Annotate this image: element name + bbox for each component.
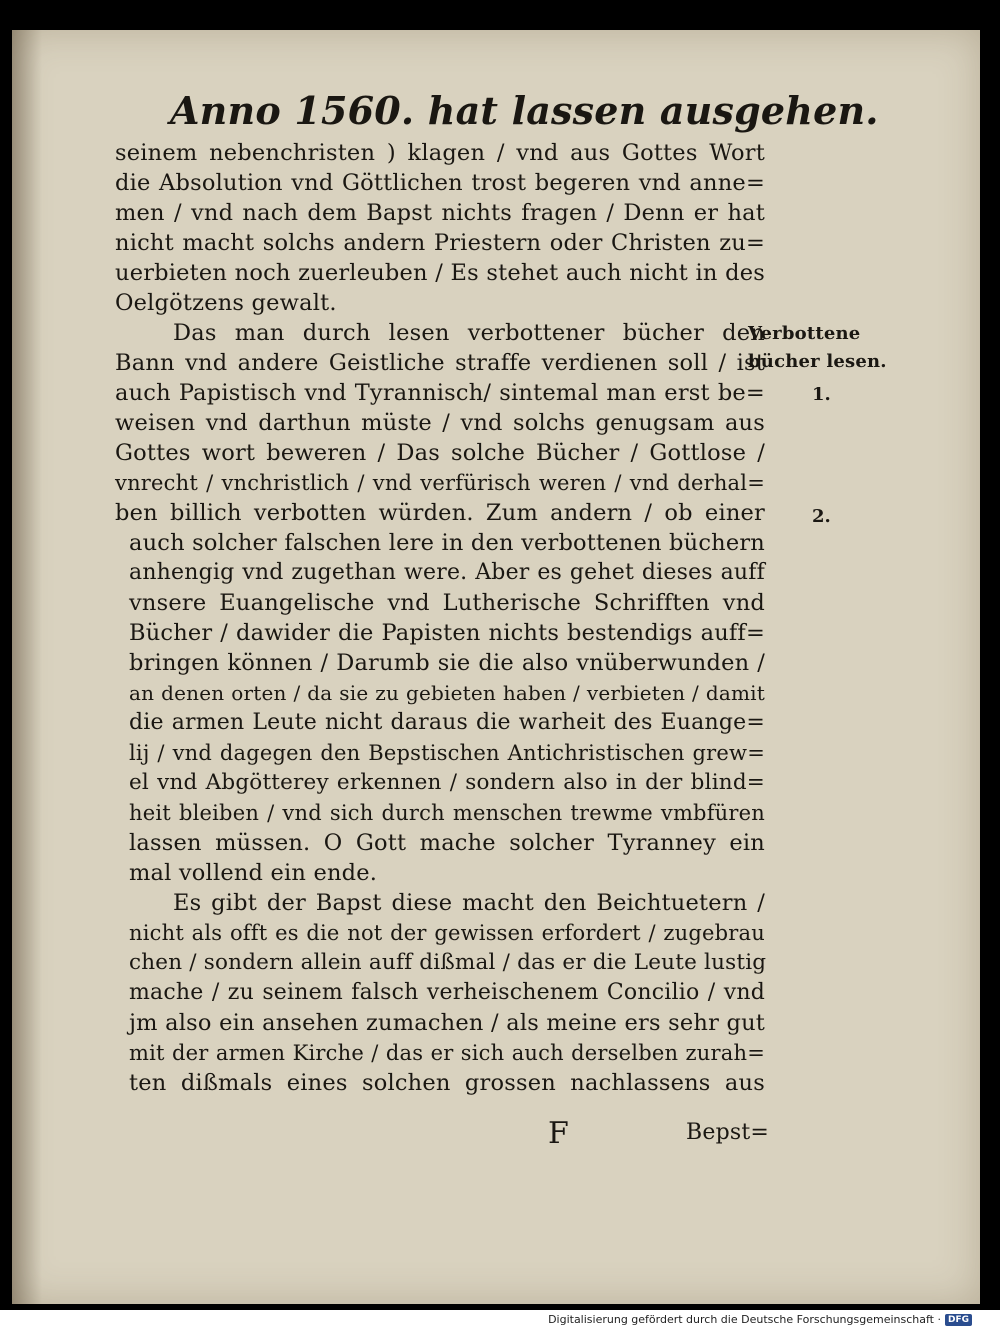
text-line: weisen vnd darthun müste / vnd solchs genugsam aus xyxy=(115,410,765,436)
text-line: jm also ein ansehen zumachen / als meine ers sehr gut xyxy=(129,1010,765,1036)
text-line: an denen orten / da sie zu gebieten haben / verbieten / damit xyxy=(129,681,765,705)
text-line: el vnd Abgötterey erkennen / sondern also in der blind= xyxy=(129,770,765,795)
text-line: vnrecht / vnchristlich / vnd verfürisch weren / vnd derhal= xyxy=(115,471,765,495)
text-line: Bücher / dawider die Papisten nichts bestendigs auff= xyxy=(129,620,765,646)
footer-credit xyxy=(548,1313,972,1326)
text-line: nicht macht solchs andern Priestern oder Christen zu= xyxy=(115,230,765,256)
text-line: mache / zu seinem falsch verheischenem Concilio / vnd xyxy=(129,980,765,1005)
text-line: auch Papistisch vnd Tyrannisch/ sintemal man erst be= xyxy=(115,380,765,406)
text-line: ben billich verbotten würden. Zum andern / ob einer xyxy=(115,500,765,526)
text-line: lij / vnd dagegen den Bepstischen Antichristischen grew= xyxy=(129,741,765,765)
margin-note-heading: Verbottene xyxy=(748,323,861,344)
text-line: lassen müssen. O Gott mache solcher Tyranney ein xyxy=(129,830,765,856)
body-text-block xyxy=(115,138,765,1098)
text-line: heit bleiben / vnd sich durch menschen trewme vmbfüren xyxy=(129,801,765,825)
text-line: seinem nebenchristen ) klagen / vnd aus Gottes Wort xyxy=(115,140,765,166)
text-line: anhengig vnd zugethan were. Aber es gehet dieses auff xyxy=(129,560,765,585)
paragraph-start-line: Das man durch lesen verbottener bücher den xyxy=(173,320,765,346)
text-line: Gottes wort beweren / Das solche Bücher / Gottlose / xyxy=(115,440,765,466)
dfg-logo-icon: DFG xyxy=(945,1314,972,1326)
catchword: Bepst= xyxy=(686,1120,770,1145)
text-line: bringen können / Darumb sie die also vnüberwunden / xyxy=(129,650,765,676)
text-line: Bann vnd andere Geistliche straffe verdienen soll / ist xyxy=(115,350,765,376)
paragraph-start-line: Es gibt der Bapst diese macht den Beichtuetern / xyxy=(173,890,765,916)
text-line: mal vollend ein ende. xyxy=(129,860,378,886)
text-line: Oelgötzens gewalt. xyxy=(115,290,337,316)
margin-number-2: 2. xyxy=(812,506,831,527)
margin-number-1: 1. xyxy=(812,384,831,405)
footer-credit-text: Digitalisierung gefördert durch die Deutsche Forschungsgemeinschaft · xyxy=(548,1313,941,1326)
text-line: auch solcher falschen lere in den verbottenen büchern xyxy=(129,530,765,556)
margin-note-heading: bücher lesen. xyxy=(748,351,887,372)
text-line: chen / sondern allein auff dißmal / das er die Leute lustig xyxy=(129,950,767,975)
text-line: nicht als offt es die not der gewissen erfordert / zugebrau xyxy=(129,921,765,945)
text-line: uerbieten noch zuerleuben / Es stehet auch nicht in des xyxy=(115,260,765,286)
text-line: mit der armen Kirche / das er sich auch derselben zurah= xyxy=(129,1041,765,1065)
text-line: vnsere Euangelische vnd Lutherische Schrifften vnd xyxy=(129,590,765,616)
text-line: men / vnd nach dem Bapst nichts fragen / Denn er hat xyxy=(115,200,765,226)
margin-note xyxy=(748,320,888,376)
text-line: ten dißmals eines solchen grossen nachlassens aus xyxy=(129,1070,765,1096)
text-line: die Absolution vnd Göttlichen trost begeren vnd anne= xyxy=(115,170,765,196)
running-head: Anno 1560. hat lassen ausgehen. xyxy=(170,88,879,133)
text-line: die armen Leute nicht daraus die warheit des Euange= xyxy=(129,710,765,735)
signature-mark: F xyxy=(548,1116,570,1151)
